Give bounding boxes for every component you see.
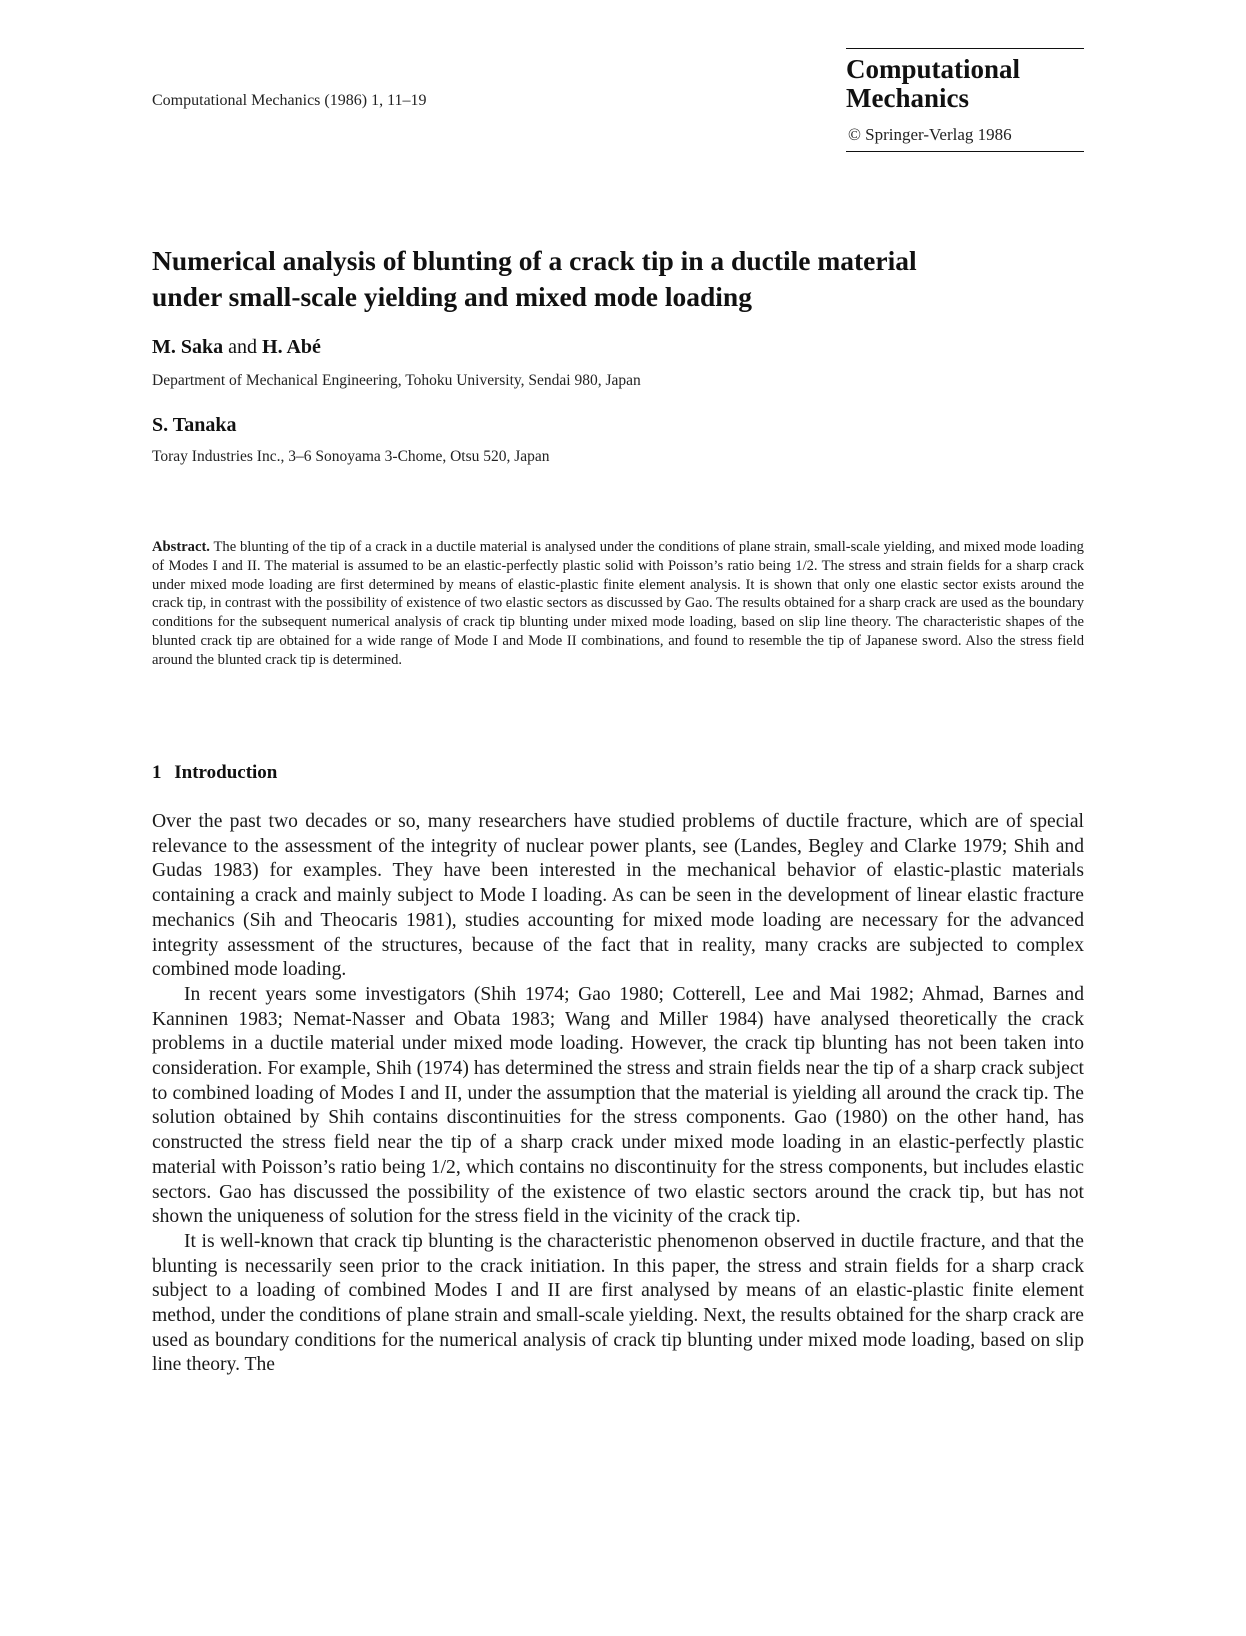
- affiliation-2: Toray Industries Inc., 3–6 Sonoyama 3-Chome, Otsu 520, Japan: [152, 448, 550, 465]
- paragraph: In recent years some investigators (Shih 1974; Gao 1980; Cotterell, Lee and Mai 1982; Ahmad, Barnes and Kanninen 1983; Nemat-Nasser and Obata 1983; Wang and Miller 1984) have analysed theoretically the crack problems in a ductile material under mixed mode loading. However, the crack tip blunting has not been taken into consideration. For example, Shih (1974) has determined the stress and strain fields near the tip of a sharp crack subject to combined loading of Modes I and II, under the assumption that the material is yielding all around the crack tip. The solution obtained by Shih contains discontinuities for the stress components. Gao (1980) on the other hand, has constructed the stress field near the tip of a sharp crack under mixed mode loading in an elastic-perfectly plastic material with Poisson’s ratio being 1/2, which contains no discontinuity for the stress components, but includes elastic sectors. Gao has discussed the possibility of the existence of two elastic sectors around the crack tip, but has not shown the uniqueness of solution for the stress field in the vicinity of the crack tip.: [152, 983, 1084, 1228]
- paper-title: [152, 243, 1082, 315]
- title-line-2: under small-scale yielding and mixed mode loading: [152, 281, 752, 312]
- section-heading: [152, 762, 277, 784]
- section-title: Introduction: [174, 762, 278, 783]
- journal-masthead: [846, 48, 1084, 152]
- author-group-2: [152, 414, 237, 437]
- paragraph: It is well-known that crack tip blunting is the characteristic phenomenon observed in ductile fracture, and that the blunting is necessarily seen prior to the crack initiation. In this paper, the stress and strain fields for a sharp crack subject to a loading of combined Modes I and II are first analysed by means of an elastic-plastic finite element method, under the conditions of plane strain and small-scale yielding. Next, the results obtained for the sharp crack are used as boundary conditions for the numerical analysis of crack tip blunting under mixed mode loading, based on slip line theory. The: [152, 1230, 1084, 1376]
- journal-name-line1: Computational: [846, 54, 1021, 84]
- author-conjunction: and: [228, 336, 258, 358]
- section-number: 1: [152, 762, 162, 783]
- abstract: [152, 538, 1084, 670]
- author-group-1: [152, 336, 321, 359]
- author-names-b: H. Abé: [262, 336, 321, 358]
- paragraph: Over the past two decades or so, many researchers have studied problems of ductile fracture, which are of special relevance to the assessment of the integrity of nuclear power plants, see (Landes, Begley and Clarke 1979; Shih and Gudas 1983) for examples. They have been interested in the mechanical behavior of elastic-plastic materials containing a crack and mainly subject to Mode I loading. As can be seen in the development of linear elastic fracture mechanics (Sih and Theocaris 1981), studies accounting for mixed mode loading are necessary for the advanced integrity assessment of the structures, because of the fact that in reality, many cracks are subjected to complex combined mode loading.: [152, 811, 1084, 981]
- masthead-top-rule: [846, 48, 1084, 49]
- abstract-text: The blunting of the tip of a crack in a ductile material is analysed under the conditions of plane strain, small-scale yielding, and mixed mode loading of Modes I and II. The material is assumed to be an elastic-perfectly plastic solid with Poisson’s ratio being 1/2. The stress and strain fields for a sharp crack under mixed mode loading are first determined by means of elastic-plastic finite element analysis. It is shown that only one elastic sector exists around the crack tip, in contrast with the possibility of existence of two elastic sectors as discussed by Gao. The results obtained for a sharp crack are used as the boundary conditions for the subsequent numerical analysis of crack tip blunting under mixed mode loading, based on slip line theory. The characteristic shapes of the blunted crack tip are obtained for a wide range of Mode I and Mode II combinations, and found to resemble the tip of Japanese sword. Also the stress field around the blunted crack tip is determined.: [152, 539, 1084, 668]
- title-line-1: Numerical analysis of blunting of a crack tip in a ductile material: [152, 245, 917, 276]
- journal-name-line2: Mechanics: [846, 83, 969, 113]
- introduction-body: [152, 810, 1084, 1378]
- author-names-a: M. Saka: [152, 336, 224, 358]
- author-names-c: S. Tanaka: [152, 414, 237, 436]
- masthead-bottom-rule: [846, 151, 1084, 152]
- affiliation-1: Department of Mechanical Engineering, Tohoku University, Sendai 980, Japan: [152, 372, 641, 389]
- abstract-label: Abstract.: [152, 539, 210, 555]
- journal-citation: Computational Mechanics (1986) 1, 11–19: [152, 92, 427, 109]
- copyright-notice: © Springer-Verlag 1986: [848, 125, 1012, 144]
